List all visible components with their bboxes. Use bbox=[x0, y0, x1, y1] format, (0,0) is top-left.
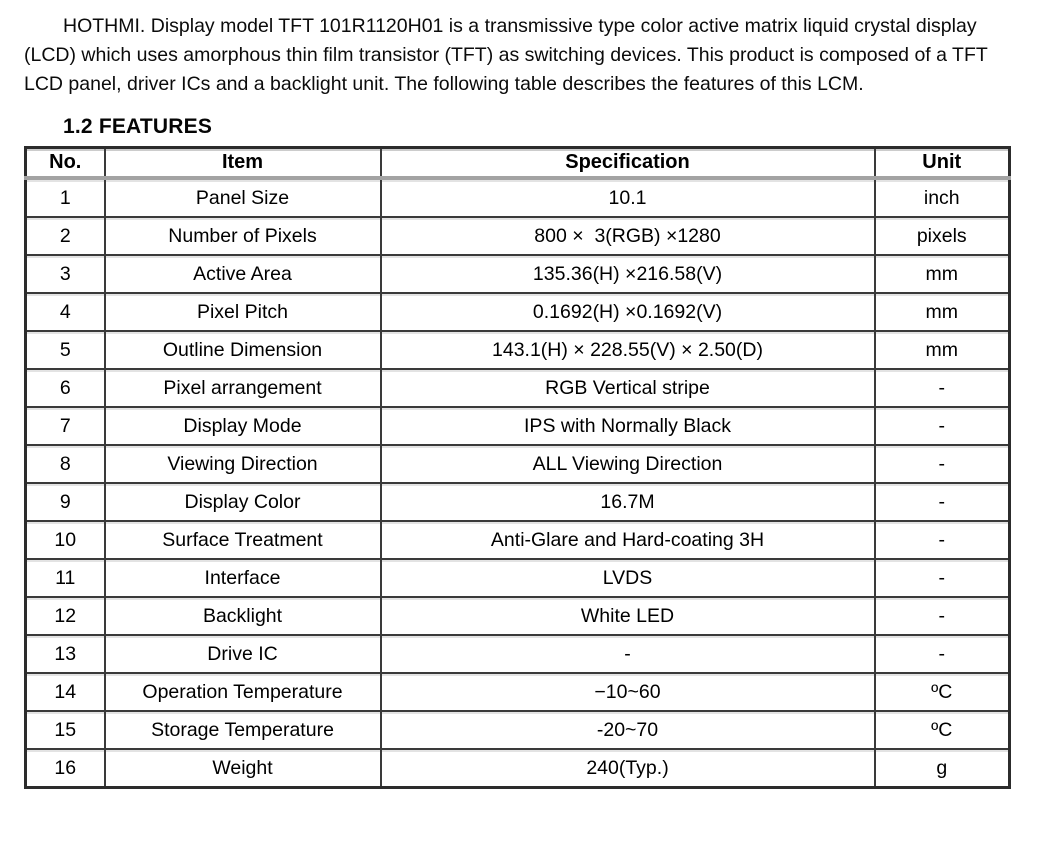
column-header-no: No. bbox=[26, 148, 105, 179]
cell-item: Drive IC bbox=[105, 635, 381, 673]
cell-unit: inch bbox=[875, 178, 1010, 217]
cell-item: Operation Temperature bbox=[105, 673, 381, 711]
table-row bbox=[26, 369, 1010, 407]
cell-specification: 800 × 3(RGB) ×1280 bbox=[381, 217, 875, 255]
cell-item: Display Mode bbox=[105, 407, 381, 445]
features-table-header bbox=[26, 148, 1010, 179]
cell-unit: g bbox=[875, 749, 1010, 788]
cell-specification: 240(Typ.) bbox=[381, 749, 875, 788]
table-row bbox=[26, 559, 1010, 597]
cell-no: 13 bbox=[26, 635, 105, 673]
table-row bbox=[26, 673, 1010, 711]
table-row bbox=[26, 217, 1010, 255]
cell-specification: LVDS bbox=[381, 559, 875, 597]
header-row bbox=[26, 148, 1010, 179]
features-table bbox=[24, 146, 1011, 789]
cell-item: Weight bbox=[105, 749, 381, 788]
cell-no: 15 bbox=[26, 711, 105, 749]
cell-item: Pixel arrangement bbox=[105, 369, 381, 407]
table-row bbox=[26, 711, 1010, 749]
intro-paragraph: HOTHMI. Display model TFT 101R1120H01 is a transmissive type color active matrix liquid crystal display (LCD) which uses amorphous thin film transistor (TFT) as switching devices. This product is composed of a TFT LCD panel, driver ICs and a backlight unit. The following table describes the features of this LCM. bbox=[24, 15, 988, 95]
cell-unit: - bbox=[875, 407, 1010, 445]
cell-unit: - bbox=[875, 483, 1010, 521]
cell-unit: mm bbox=[875, 293, 1010, 331]
table-row bbox=[26, 445, 1010, 483]
cell-specification: Anti-Glare and Hard-coating 3H bbox=[381, 521, 875, 559]
table-row bbox=[26, 597, 1010, 635]
cell-no: 7 bbox=[26, 407, 105, 445]
cell-item: Number of Pixels bbox=[105, 217, 381, 255]
table-row bbox=[26, 407, 1010, 445]
cell-no: 11 bbox=[26, 559, 105, 597]
cell-unit: - bbox=[875, 559, 1010, 597]
cell-unit: ºC bbox=[875, 673, 1010, 711]
cell-unit: - bbox=[875, 369, 1010, 407]
column-header-specification: Specification bbox=[381, 148, 875, 179]
column-header-unit: Unit bbox=[875, 148, 1010, 179]
cell-specification: 0.1692(H) ×0.1692(V) bbox=[381, 293, 875, 331]
table-row bbox=[26, 331, 1010, 369]
cell-specification: 143.1(H) × 228.55(V) × 2.50(D) bbox=[381, 331, 875, 369]
table-row bbox=[26, 255, 1010, 293]
cell-specification: ALL Viewing Direction bbox=[381, 445, 875, 483]
table-row bbox=[26, 483, 1010, 521]
cell-specification: IPS with Normally Black bbox=[381, 407, 875, 445]
cell-no: 9 bbox=[26, 483, 105, 521]
cell-specification: RGB Vertical stripe bbox=[381, 369, 875, 407]
cell-unit: pixels bbox=[875, 217, 1010, 255]
table-row bbox=[26, 178, 1010, 217]
table-row bbox=[26, 635, 1010, 673]
table-row bbox=[26, 293, 1010, 331]
cell-specification: 135.36(H) ×216.58(V) bbox=[381, 255, 875, 293]
cell-item: Outline Dimension bbox=[105, 331, 381, 369]
cell-no: 6 bbox=[26, 369, 105, 407]
cell-unit: mm bbox=[875, 255, 1010, 293]
cell-no: 16 bbox=[26, 749, 105, 788]
cell-no: 10 bbox=[26, 521, 105, 559]
cell-unit: ºC bbox=[875, 711, 1010, 749]
cell-item: Surface Treatment bbox=[105, 521, 381, 559]
cell-item: Backlight bbox=[105, 597, 381, 635]
cell-no: 2 bbox=[26, 217, 105, 255]
cell-no: 3 bbox=[26, 255, 105, 293]
cell-specification: 10.1 bbox=[381, 178, 875, 217]
cell-specification: 16.7M bbox=[381, 483, 875, 521]
cell-item: Viewing Direction bbox=[105, 445, 381, 483]
cell-item: Storage Temperature bbox=[105, 711, 381, 749]
cell-no: 14 bbox=[26, 673, 105, 711]
features-table-body bbox=[26, 178, 1010, 788]
cell-unit: - bbox=[875, 597, 1010, 635]
cell-item: Pixel Pitch bbox=[105, 293, 381, 331]
cell-item: Display Color bbox=[105, 483, 381, 521]
cell-no: 12 bbox=[26, 597, 105, 635]
cell-specification: - bbox=[381, 635, 875, 673]
cell-unit: - bbox=[875, 635, 1010, 673]
cell-no: 8 bbox=[26, 445, 105, 483]
cell-unit: - bbox=[875, 521, 1010, 559]
cell-no: 1 bbox=[26, 178, 105, 217]
cell-specification: -20~70 bbox=[381, 711, 875, 749]
cell-item: Panel Size bbox=[105, 178, 381, 217]
cell-specification: White LED bbox=[381, 597, 875, 635]
section-heading: 1.2 FEATURES bbox=[63, 115, 213, 138]
cell-item: Interface bbox=[105, 559, 381, 597]
cell-no: 5 bbox=[26, 331, 105, 369]
cell-specification: −10~60 bbox=[381, 673, 875, 711]
cell-no: 4 bbox=[26, 293, 105, 331]
cell-unit: mm bbox=[875, 331, 1010, 369]
table-row bbox=[26, 749, 1010, 788]
column-header-item: Item bbox=[105, 148, 381, 179]
cell-unit: - bbox=[875, 445, 1010, 483]
cell-item: Active Area bbox=[105, 255, 381, 293]
table-row bbox=[26, 521, 1010, 559]
